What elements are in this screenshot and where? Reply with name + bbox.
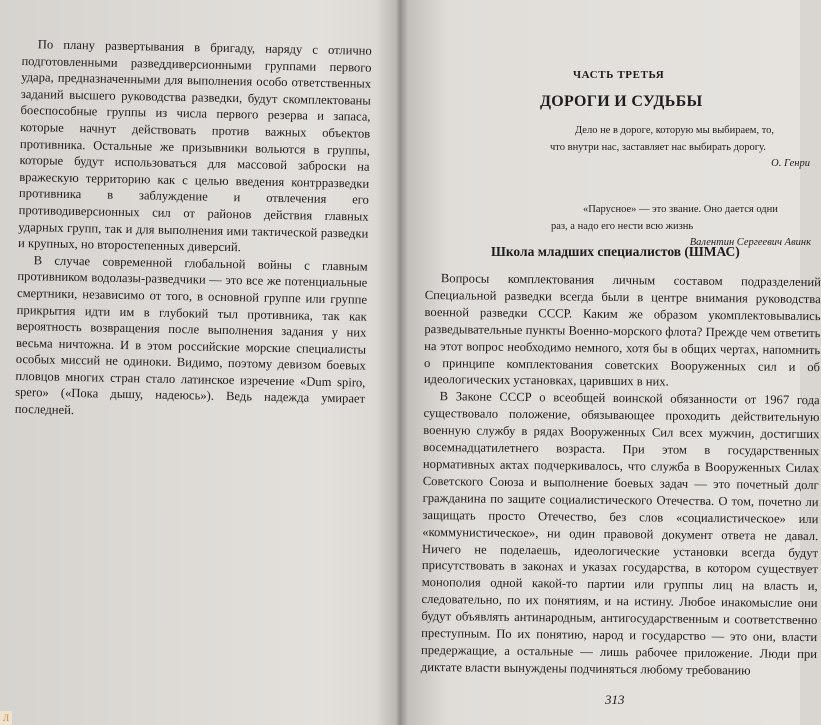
epigraph-line: Дело не в дороге, которую мы выбираем, то,	[575, 125, 775, 136]
paragraph: По плану развертывания в бригаду, наряду с отлично подготовленными разведдиверсионными группами первого удара, предназначенными для выполнения особо ответственных заданий высшего руководства разведки, будут скомплектованы боеспособные группы из числа первого резерва и запаса, которые начнут действовать против важных объектов противника. Остальные же призывники вольются в группы, которые будут использоваться для массовой заброски на вражескую территорию как с целью введения контрразведки противника в заблуждение и отвлечения его противодиверсионных сил от районов действия главных ударных групп, так и для выполнения ими тактической разведки и крупных, но второстепенных диверсий.	[17, 37, 372, 255]
left-page-text	[15, 36, 372, 424]
part-label: ЧАСТЬ ТРЕТЬЯ	[573, 69, 665, 81]
epigraph-author: Валентин Сергеевич Авинк	[689, 237, 811, 248]
right-page	[403, 0, 821, 725]
right-page-text	[421, 270, 821, 680]
part-title: ДОРОГИ И СУДЬБЫ	[540, 93, 703, 110]
epigraph-line: раз, а надо его нести всю жизнь	[551, 220, 694, 232]
page-number: 313	[605, 692, 625, 707]
left-page	[0, 0, 398, 725]
epigraph-line: «Парусное» — это звание. Оно дается одни	[583, 204, 778, 215]
section-heading: Школа младших специалистов (ШМАС)	[491, 244, 740, 259]
epigraph-author: О. Генри	[771, 158, 810, 169]
corner-mark: Л	[0, 711, 12, 725]
epigraph-line: что внутри нас, заставляет нас выбирать дорогу.	[550, 141, 766, 153]
paragraph: В Законе СССР о всеобщей воинской обязанности от 1967 года существовало положение, обязывающее проходить действительную военную службу в рядах Вооруженных Сил всех мужчин, достигших восемнадцатилетнего возраста. При этом в государственных нормативных актах подчеркивалось, что служба в Вооруженных Силах Советского Союза и выполнение боевых задач — это почетный долг гражданина по защите социалистического Отечества. О том, почетно ли защищать просто Отечество, без слов «социалистическое» или «коммунистическое», ни один правовой документ ответа не давал. Ничего не поделаешь, идеологические установки всегда будут присутствовать в законах и указах государства, в котором существует монополия одной какой-то партии или группы лиц на власть и, следовательно, по их понятиям, и на истину. Любое инакомыслие они будут объявлять антинародным, антигосударственным и соответственно преступным. По их понятию, народ и государство — это они, власти предержащие, а остальные — лишь рабочее приложение. Люди при диктате власти вынуждены подчиняться любому требованию	[420, 389, 820, 678]
paragraph: В случае современной глобальной войны с главным противником водолазы-разведчики — это все же потенциальные смертники, независимо от того, в основной группе или группе прикрытия идти им в глубокий тыл противника, так как вероятность возвращения после выполнения задания у них весьма ничтожна. И в этом российские морские специалисты особых миссий не одиноки. Видимо, поэтому девизом боевых пловцов многих стран стало латинское изречение «Dum spiro, spero» («Пока дышу, надеюсь»). Ведь надежда умирает последней.	[14, 252, 368, 418]
paragraph: Вопросы комплектования личным составом подразделений Специальной разведки всегда были в центре внимания руководства военной разведки СССР. Каким же образом укомплектовывались разведывательные пункты Военно-морского флота? Прежде чем ответить на этот вопрос необходимо немного, хотя бы в общих чертах, напомнить о принципе комплектования советских Вооруженных сил и об идеологических установках, царивших в них.	[423, 271, 821, 389]
epigraph	[550, 123, 810, 173]
